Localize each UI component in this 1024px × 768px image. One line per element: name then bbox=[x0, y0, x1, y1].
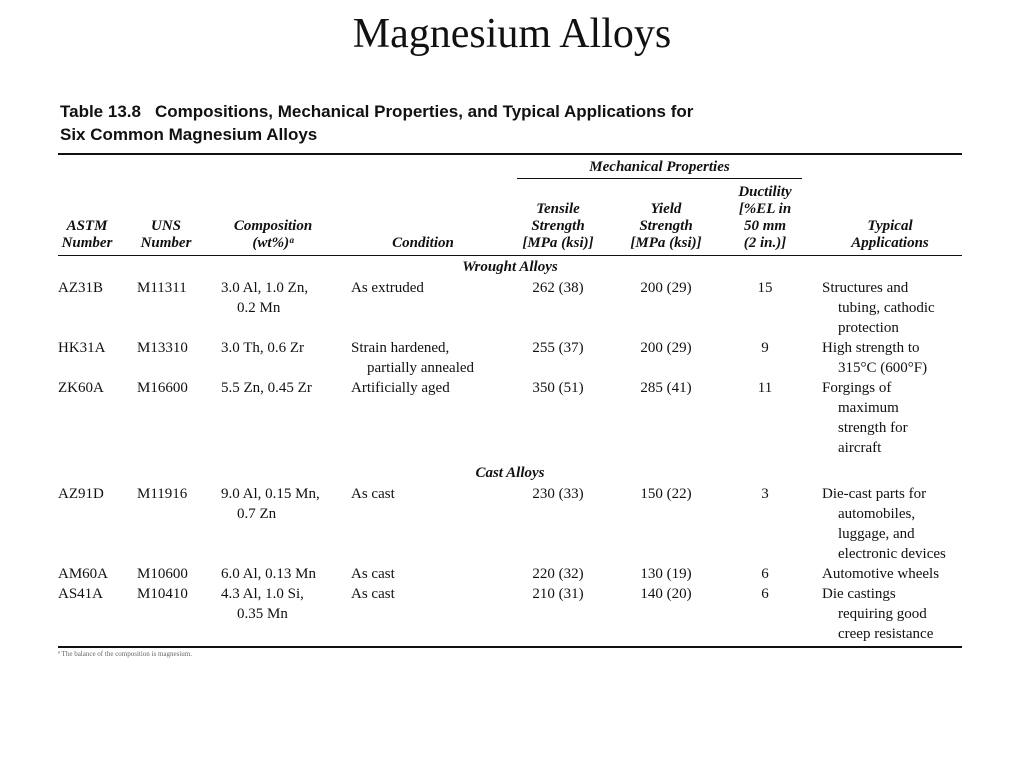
cell-composition bbox=[221, 378, 341, 398]
cell-applications-line: protection bbox=[838, 320, 899, 336]
cell-composition bbox=[221, 584, 341, 624]
cell-astm: AS41A bbox=[58, 586, 104, 602]
cell-ductility: 11 bbox=[757, 380, 773, 396]
cell-applications bbox=[822, 484, 962, 564]
header-tensile bbox=[512, 201, 604, 252]
cell-condition bbox=[351, 564, 511, 584]
cell-applications-line: automobiles, bbox=[838, 506, 916, 522]
cell-composition bbox=[221, 564, 341, 584]
cell-yield: 130 (19) bbox=[640, 566, 692, 582]
header-astm bbox=[58, 218, 116, 252]
cell-yield: 200 (29) bbox=[640, 280, 692, 296]
cell-applications-line: electronic devices bbox=[838, 546, 946, 562]
bottom-rule bbox=[58, 646, 962, 648]
cell-applications bbox=[822, 378, 962, 458]
caption-line-1: Compositions, Mechanical Properties, and Typical Applications for bbox=[154, 102, 694, 121]
cell-ductility: 6 bbox=[761, 586, 769, 602]
table-number: Table 13.8 bbox=[60, 102, 141, 121]
cell-tensile: 230 (33) bbox=[532, 486, 584, 502]
footnote: ª The balance of the composition is magnesium. bbox=[58, 650, 192, 658]
header-ductility-line: 50 mm bbox=[743, 218, 787, 234]
cell-astm: AZ91D bbox=[58, 486, 104, 502]
cell-applications-line: aircraft bbox=[838, 440, 882, 456]
cell-condition bbox=[351, 484, 511, 504]
cell-astm: AM60A bbox=[58, 566, 109, 582]
table-caption bbox=[60, 100, 693, 146]
cell-applications-line: Forgings of bbox=[822, 380, 892, 396]
cell-composition-line: 0.2 Mn bbox=[237, 300, 281, 316]
cell-condition-line: Strain hardened, bbox=[351, 340, 450, 356]
cell-applications-line: luggage, and bbox=[838, 526, 915, 542]
cell-uns: M10410 bbox=[137, 586, 188, 602]
slide-title: Magnesium Alloys bbox=[352, 11, 672, 57]
header-uns-line: Number bbox=[140, 235, 192, 251]
cell-applications-line: Automotive wheels bbox=[822, 566, 940, 582]
header-tensile-line: [MPa (ksi)] bbox=[522, 235, 594, 251]
header-condition bbox=[378, 235, 468, 252]
cell-ductility: 3 bbox=[761, 486, 769, 502]
cell-condition-line: partially annealed bbox=[367, 360, 475, 376]
header-astm-line: Number bbox=[61, 235, 113, 251]
section-label: Wrought Alloys bbox=[462, 259, 558, 275]
cell-composition-line: 3.0 Al, 1.0 Zn, bbox=[221, 280, 309, 296]
header-applications-line: Applications bbox=[851, 235, 929, 251]
cell-uns: M16600 bbox=[137, 380, 188, 396]
cell-applications-line: Die-cast parts for bbox=[822, 486, 927, 502]
cell-ductility: 6 bbox=[761, 566, 769, 582]
header-composition-line: (wt%)ᵃ bbox=[252, 235, 294, 251]
cell-condition-line: As extruded bbox=[351, 280, 424, 296]
cell-yield: 200 (29) bbox=[640, 340, 692, 356]
top-rule bbox=[58, 153, 962, 155]
header-rule bbox=[58, 255, 962, 256]
cell-uns: M10600 bbox=[137, 566, 188, 582]
cell-applications-line: 315°C (600°F) bbox=[838, 360, 928, 376]
cell-applications bbox=[822, 584, 962, 644]
cell-uns: M13310 bbox=[137, 340, 188, 356]
cell-condition bbox=[351, 338, 511, 378]
cell-composition bbox=[221, 278, 341, 318]
cell-ductility: 9 bbox=[761, 340, 769, 356]
cell-condition bbox=[351, 378, 511, 398]
cell-applications-line: Die castings bbox=[822, 586, 896, 602]
cell-applications-line: requiring good bbox=[838, 606, 927, 622]
cell-condition-line: As cast bbox=[351, 566, 395, 582]
cell-composition-line: 6.0 Al, 0.13 Mn bbox=[221, 566, 317, 582]
cell-astm: AZ31B bbox=[58, 280, 103, 296]
cell-composition bbox=[221, 338, 341, 358]
header-applications-line: Typical bbox=[867, 218, 913, 234]
header-composition bbox=[218, 218, 328, 252]
cell-yield: 285 (41) bbox=[640, 380, 692, 396]
cell-uns: M11311 bbox=[137, 280, 187, 296]
cell-applications-line: strength for bbox=[838, 420, 908, 436]
cell-yield: 140 (20) bbox=[640, 586, 692, 602]
header-ductility-line: Ductility bbox=[738, 184, 792, 200]
cell-applications bbox=[822, 278, 962, 338]
cell-tensile: 350 (51) bbox=[532, 380, 584, 396]
cell-applications-line: creep resistance bbox=[838, 626, 934, 642]
cell-composition-line: 4.3 Al, 1.0 Si, bbox=[221, 586, 304, 602]
cell-applications-line: Structures and bbox=[822, 280, 909, 296]
header-yield bbox=[620, 201, 712, 252]
cell-composition bbox=[221, 484, 341, 524]
header-composition-line: Composition bbox=[233, 218, 313, 234]
cell-composition-line: 5.5 Zn, 0.45 Zr bbox=[221, 380, 312, 396]
cell-uns: M11916 bbox=[137, 486, 188, 502]
cell-condition-line: Artificially aged bbox=[351, 380, 450, 396]
cell-applications-line: maximum bbox=[838, 400, 899, 416]
cell-condition bbox=[351, 278, 511, 298]
header-uns-line: UNS bbox=[150, 218, 181, 234]
cell-applications bbox=[822, 338, 962, 378]
cell-astm: ZK60A bbox=[58, 380, 104, 396]
header-ductility bbox=[723, 184, 807, 252]
header-astm-line: ASTM bbox=[66, 218, 108, 234]
header-condition-line: Condition bbox=[392, 235, 454, 251]
cell-yield: 150 (22) bbox=[640, 486, 692, 502]
cell-tensile: 262 (38) bbox=[532, 280, 584, 296]
cell-condition bbox=[351, 584, 511, 604]
caption-line-2: Six Common Magnesium Alloys bbox=[60, 125, 318, 144]
cell-astm: HK31A bbox=[58, 340, 106, 356]
header-tensile-line: Strength bbox=[531, 218, 585, 234]
cell-tensile: 220 (32) bbox=[532, 566, 584, 582]
group-rule bbox=[517, 178, 802, 179]
cell-applications-line: tubing, cathodic bbox=[838, 300, 935, 316]
header-yield-line: Yield bbox=[650, 201, 682, 217]
cell-composition-line: 0.7 Zn bbox=[237, 506, 277, 522]
cell-tensile: 255 (37) bbox=[532, 340, 584, 356]
cell-condition-line: As cast bbox=[351, 586, 395, 602]
cell-tensile: 210 (31) bbox=[532, 586, 584, 602]
cell-composition-line: 9.0 Al, 0.15 Mn, bbox=[221, 486, 320, 502]
header-ductility-line: [%EL in bbox=[738, 201, 792, 217]
cell-ductility: 15 bbox=[757, 280, 773, 296]
cell-composition-line: 0.35 Mn bbox=[237, 606, 288, 622]
cell-applications-line: High strength to bbox=[822, 340, 920, 356]
header-ductility-line: (2 in.)] bbox=[743, 235, 787, 251]
cell-applications bbox=[822, 564, 962, 584]
header-yield-line: Strength bbox=[639, 218, 693, 234]
header-tensile-line: Tensile bbox=[536, 201, 580, 217]
section-label: Cast Alloys bbox=[475, 465, 545, 481]
cell-composition-line: 3.0 Th, 0.6 Zr bbox=[221, 340, 305, 356]
group-header: Mechanical Properties bbox=[589, 159, 730, 175]
header-uns bbox=[136, 218, 196, 252]
cell-condition-line: As cast bbox=[351, 486, 395, 502]
header-applications bbox=[830, 218, 950, 252]
header-yield-line: [MPa (ksi)] bbox=[630, 235, 702, 251]
